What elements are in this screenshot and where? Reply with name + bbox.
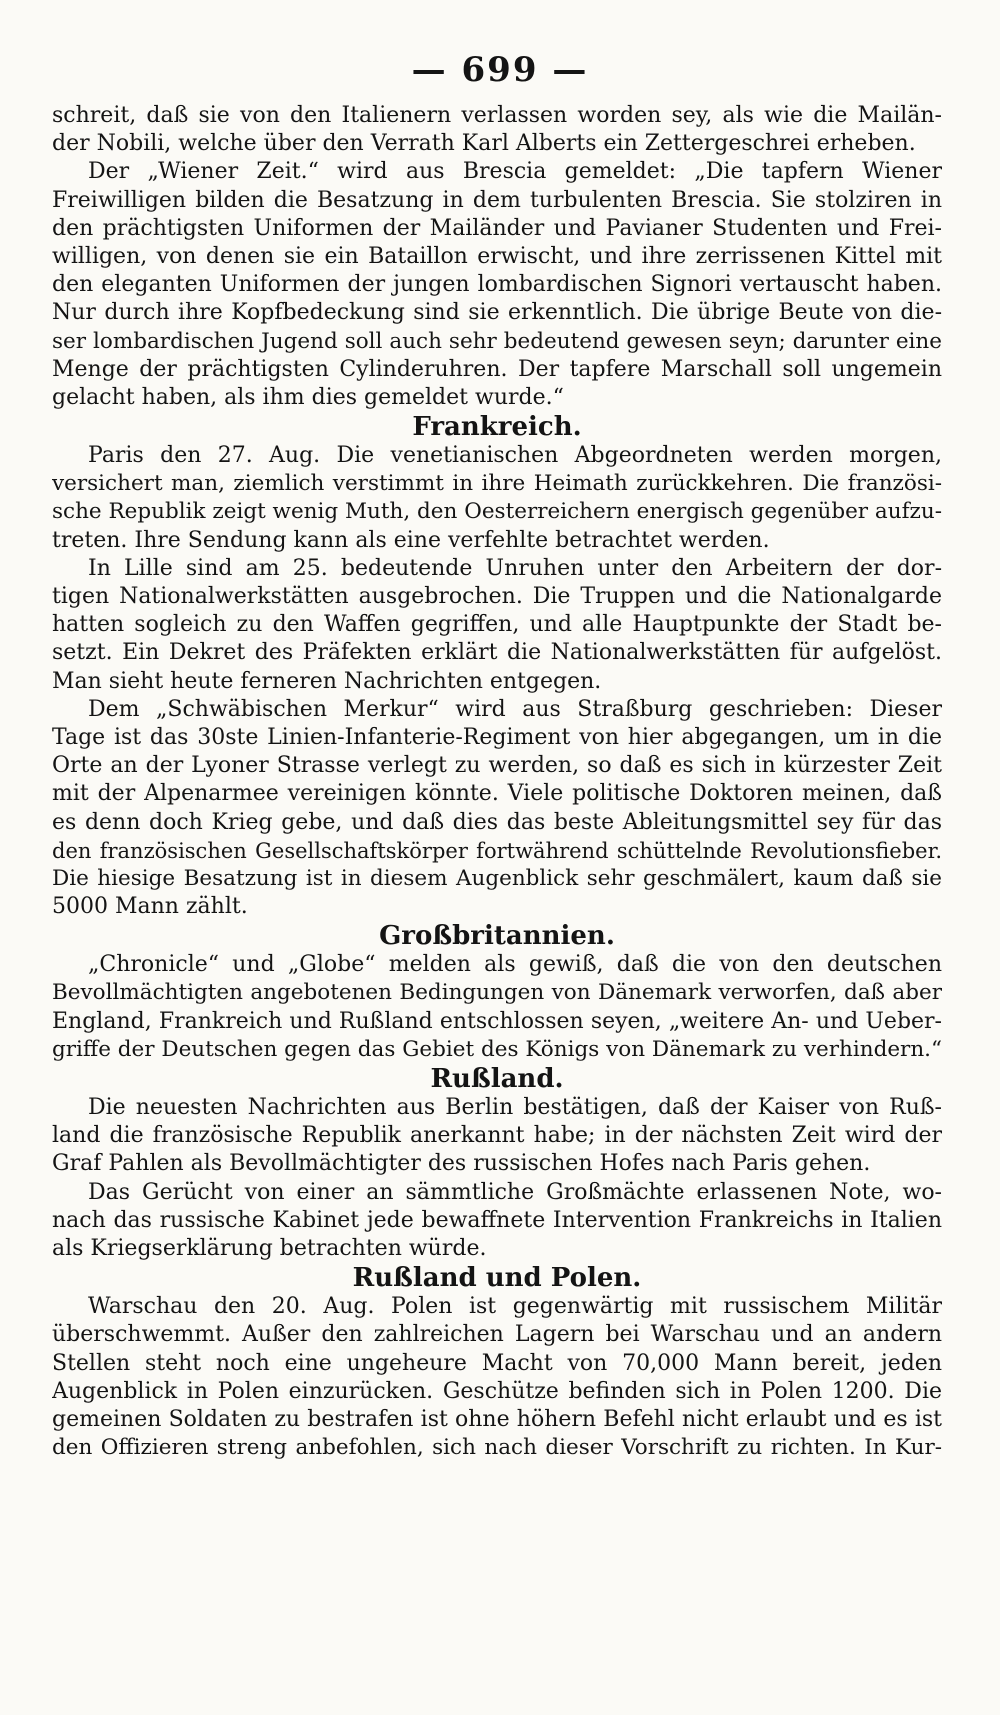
text-line: Die hiesige Besatzung ist in diesem Augenblick sehr geschmälert, kaum daß sie — [52, 865, 942, 891]
text-line: Paris den 27. Aug. Die venetianischen Abgeordneten werden morgen, — [88, 443, 942, 469]
text-line: setzt. Ein Dekret des Präfekten erklärt die Nationalwerkstätten für aufgelöst. — [52, 640, 942, 666]
text-line: Dem „Schwäbischen Merkur“ wird aus Straßburg geschrieben: Dieser — [88, 696, 942, 722]
text-line: Tage ist das 30ste Linien-Infanterie-Regiment von hier abgegangen, um in die — [52, 724, 942, 750]
text-line: schreit, daß sie von den Italienern verlassen worden sey, als wie die Mailän- — [52, 103, 942, 128]
text-line: der Nobili, welche über den Verrath Karl Alberts ein Zettergeschrei erheben. — [52, 131, 916, 157]
text-line: Nur durch ihre Kopfbedeckung sind sie erkenntlich. Die übrige Beute von die- — [52, 300, 942, 326]
section-heading-frankreich: Frankreich. — [412, 412, 582, 443]
text-line: Man sieht heute ferneren Nachrichten entgegen. — [52, 668, 602, 694]
article-block-4 — [52, 1094, 942, 1263]
text-line: ser lombardischen Jugend soll auch sehr bedeutend gewesen seyn; darunter eine — [52, 328, 942, 354]
article-block-2 — [52, 442, 942, 921]
text-line: Das Gerücht von einer an sämmtliche Großmächte erlassenen Note, wo- — [88, 1179, 942, 1205]
section-heading-grossbritannien: Großbritannien. — [379, 921, 615, 952]
text-line: Warschau den 20. Aug. Polen ist gegenwärtig mit russischem Militär — [88, 1294, 942, 1320]
text-line: 5000 Mann zählt. — [52, 894, 248, 920]
text-line: willigen, von denen sie ein Bataillon erwischt, und ihre zerrissenen Kittel mit — [52, 243, 942, 269]
text-line: den Offizieren streng anbefohlen, sich nach dieser Vorschrift zu richten. In Kur- — [52, 1435, 942, 1461]
text-line: sche Republik zeigt wenig Muth, den Oesterreichern energisch gegenüber aufzu- — [52, 499, 942, 525]
text-line: den eleganten Uniformen der jungen lombardischen Signori vertauscht haben. — [52, 272, 942, 298]
section-heading-russland: Rußland. — [430, 1064, 564, 1094]
text-line: versichert man, ziemlich verstimmt in ihre Heimath zurückkehren. Die französi- — [52, 471, 942, 497]
text-line: Bevollmächtigten angebotenen Bedingungen von Dänemark verworfen, daß aber — [52, 980, 942, 1006]
text-line: England, Frankreich und Rußland entschlossen seyen, „weitere An- und Ueber- — [52, 1008, 942, 1034]
text-line: treten. Ihre Sendung kann als eine verfehlte betrachtet werden. — [52, 527, 770, 553]
text-line: „Chronicle“ und „Globe“ melden als gewiß, daß die von den deutschen — [88, 952, 942, 978]
text-line: tigen Nationalwerkstätten ausgebrochen. Die Truppen und die Nationalgarde — [52, 584, 942, 609]
text-line: gelacht haben, als ihm dies gemeldet wurde.“ — [52, 384, 564, 410]
text-line: Die neuesten Nachrichten aus Berlin bestätigen, daß der Kaiser von Ruß- — [88, 1095, 942, 1120]
text-line: Der „Wiener Zeit.“ wird aus Brescia gemeldet: „Die tapfern Wiener — [88, 159, 942, 185]
text-line: den französischen Gesellschaftskörper fortwährend schüttelnde Revolutionsfieber. — [52, 838, 942, 863]
text-line: In Lille sind am 25. bedeutende Unruhen unter den Arbeitern der dor- — [88, 555, 942, 581]
article-block-1 — [52, 102, 942, 412]
page-number: — 699 — — [411, 50, 589, 90]
text-line: land die französische Republik anerkannt habe; in der nächsten Zeit wird der — [52, 1123, 942, 1149]
text-line: als Kriegserklärung betrachten würde. — [52, 1235, 487, 1261]
text-line: überschwemmt. Außer den zahlreichen Lagern bei Warschau und an andern — [52, 1322, 942, 1348]
text-line: Augenblick in Polen einzurücken. Geschütze befinden sich in Polen 1200. Die — [52, 1378, 942, 1404]
text-line: Orte an der Lyoner Strasse verlegt zu werden, so daß es sich in kürzester Zeit — [52, 753, 942, 779]
article-block-3 — [52, 951, 942, 1064]
article-block-5 — [52, 1293, 942, 1462]
text-line: Stellen steht noch eine ungeheure Macht von 70,000 Mann bereit, jeden — [52, 1350, 942, 1376]
section-heading-russland-polen: Rußland und Polen. — [352, 1263, 642, 1294]
text-line: es denn doch Krieg gebe, und daß dies das beste Ableitungsmittel sey für das — [52, 809, 942, 835]
text-line: Graf Pahlen als Bevollmächtigter des russischen Hofes nach Paris gehen. — [52, 1151, 871, 1177]
text-line: hatten sogleich zu den Waffen gegriffen, und alle Hauptpunkte der Stadt be- — [52, 612, 942, 638]
text-column — [52, 102, 942, 1462]
text-line: Freiwilligen bilden die Besatzung in dem turbulenten Brescia. Sie stolziren in — [52, 187, 942, 213]
text-line: den prächtigsten Uniformen der Mailänder und Pavianer Studenten und Frei- — [52, 215, 942, 241]
text-line: gemeinen Soldaten zu bestrafen ist ohne höhern Befehl nicht erlaubt und es ist — [52, 1406, 942, 1432]
text-line: mit der Alpenarmee vereinigen könnte. Viele politische Doktoren meinen, daß — [52, 781, 942, 807]
text-line: griffe der Deutschen gegen das Gebiet des Königs von Dänemark zu verhindern.“ — [52, 1036, 942, 1062]
text-line: nach das russische Kabinet jede bewaffnete Intervention Frankreichs in Italien — [52, 1207, 942, 1233]
text-line: Menge der prächtigsten Cylinderuhren. Der tapfere Marschall soll ungemein — [52, 356, 942, 382]
